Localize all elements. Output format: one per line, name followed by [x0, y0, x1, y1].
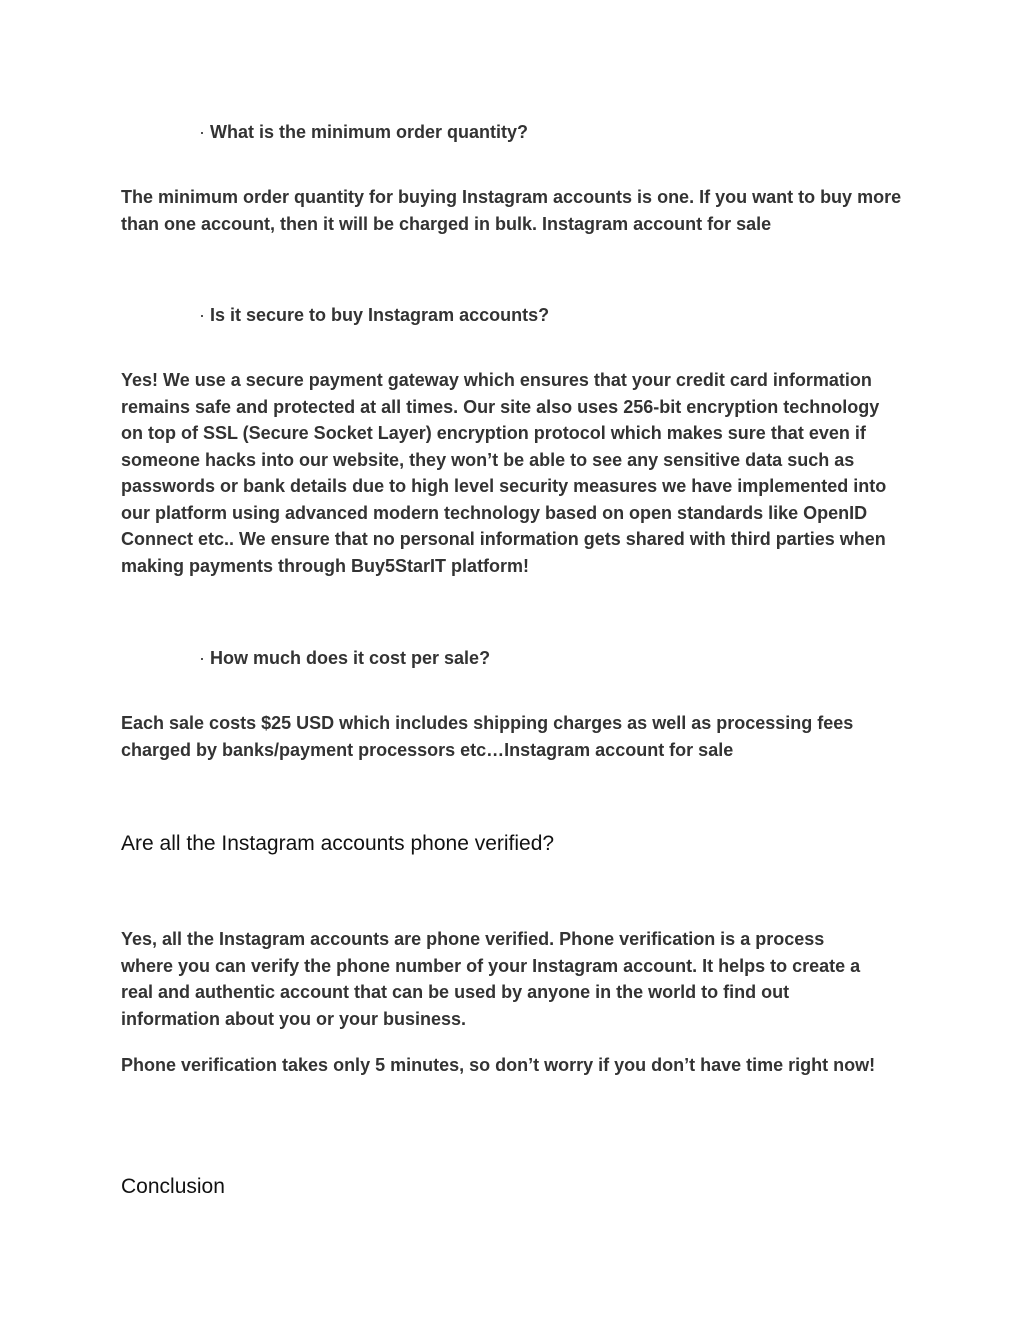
paragraph-phone-verified-2: Phone verification takes only 5 minutes, so don’t worry if you don’t have time right now!: [121, 1055, 876, 1075]
heading-phone-verified: Are all the Instagram accounts phone verified?: [121, 832, 555, 855]
bullet: ·: [199, 122, 205, 142]
question-text: Is it secure to buy Instagram accounts?: [210, 305, 550, 325]
faq-question-cost: [199, 645, 989, 671]
faq-question-min-order: [199, 119, 989, 145]
paragraph-phone-verified-1: Yes, all the Instagram accounts are phone verified. Phone verification is a process where you can verify the phone number of your Instagram account. It helps to create a real and authentic account that can be used by anyone in the world to find out information about you or your business.: [121, 929, 861, 1029]
question-text: How much does it cost per sale?: [210, 648, 491, 668]
bullet: ·: [199, 648, 205, 668]
heading-conclusion: Conclusion: [121, 1175, 225, 1198]
faq-answer-cost: Each sale costs $25 USD which includes shipping charges as well as processing fees charged by banks/payment processors etc…Instagram account for sale: [121, 713, 854, 760]
faq-answer-min-order: The minimum order quantity for buying Instagram accounts is one. If you want to buy more than one account, then it will be charged in bulk. Instagram account for sale: [121, 187, 902, 234]
question-text: What is the minimum order quantity?: [210, 122, 529, 142]
bullet: ·: [199, 305, 205, 325]
faq-question-secure: [199, 302, 989, 328]
faq-answer-secure: Yes! We use a secure payment gateway which ensures that your credit card information remains safe and protected at all times. Our site also uses 256-bit encryption technology on top of SSL (Secure Socket Layer) encryption protocol which makes sure that even if someone hacks into our website, they won’t be able to see any sensitive data such as passwords or bank details due to high level security measures we have implemented into our platform using advanced modern technology based on open standards like OpenID Connect etc.. We ensure that no personal information gets shared with third parties when making payments through Buy5StarIT platform!: [121, 370, 887, 576]
